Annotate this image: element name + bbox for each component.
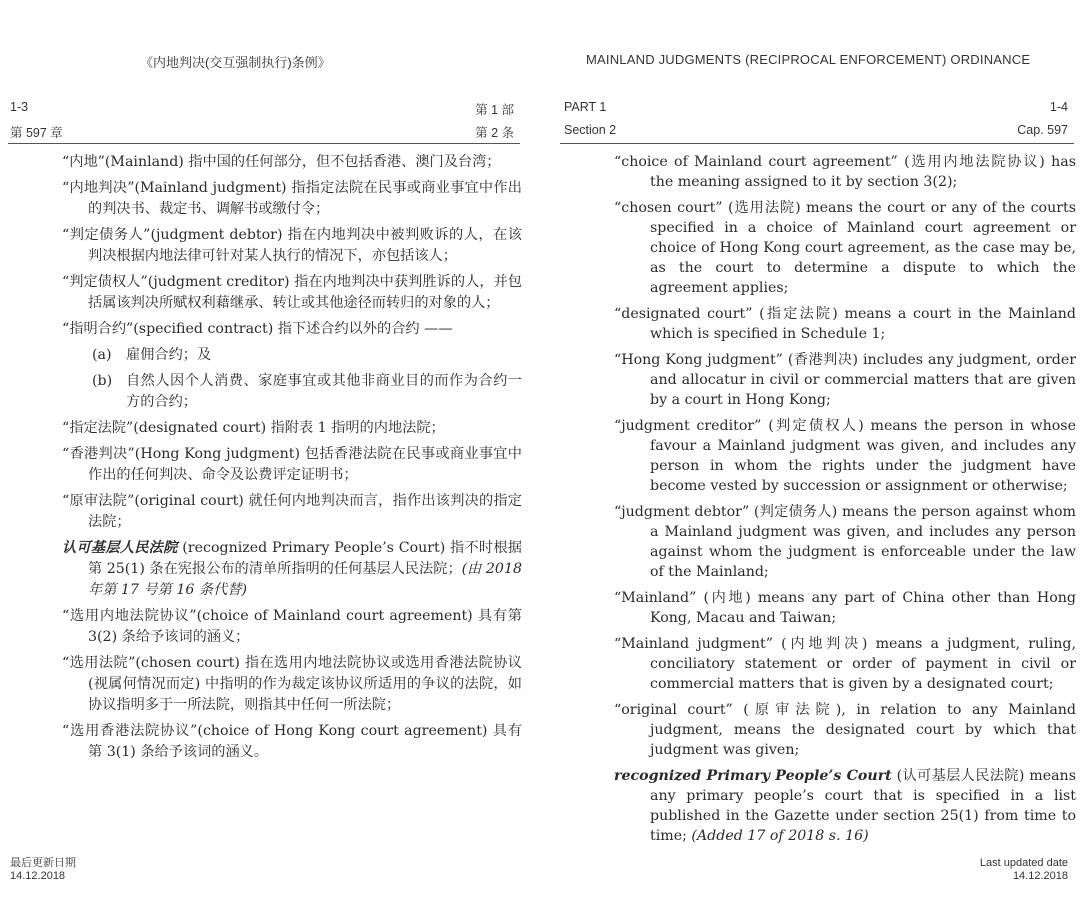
header-rule	[8, 143, 520, 144]
sub-item	[92, 345, 522, 366]
definition-entry: “choice of Mainland court agreement” (选用内地法院协议) has the meaning assigned to it by section 3(2);	[614, 154, 1076, 190]
page-number: 1-3	[10, 100, 29, 114]
sub-item-text: 自然人因个人消费、家庭事宜或其他非商业目的而作为合约一方的合约；	[126, 373, 522, 410]
right-page-english	[552, 0, 1080, 907]
definition-entry: “原审法院”(original court) 就任何内地判决而言，指作出该判决的指定法院；	[62, 493, 522, 530]
chapter-label: 第 597 章	[10, 126, 63, 140]
sub-item-label: (a)	[92, 347, 112, 363]
definitions-body	[614, 152, 1076, 852]
footer-date: 14.12.2018	[10, 870, 66, 882]
part-label: 第 1 部	[475, 103, 514, 117]
last-updated-footer	[10, 857, 76, 883]
defined-term: recognized Primary People’s Court	[614, 768, 892, 784]
definition-entry: “original court” (原审法院), in relation to any Mainland judgment, means the designated court by which that judgment was given;	[614, 702, 1076, 758]
definition-entry: “选用法院”(chosen court) 指在选用内地法院协议或选用香港法院协议 (视属何情况而定) 中指明的作为裁定该协议所适用的争议的法院，如协议指明多于一所法院，则指其中任何一所法院；	[62, 655, 522, 713]
definition-text: (recognized Primary People’s Court) 指不时根据第 25(1) 条在宪报公布的清单所指明的任何基层人民法院；	[88, 540, 522, 577]
section-label: Section 2	[564, 123, 617, 137]
left-page-chinese	[0, 0, 528, 907]
definition-entry: “Hong Kong judgment” (香港判决) includes any judgment, order and allocatur in civil or commercial matters that are given by a court in Hong Kong;	[614, 352, 1076, 408]
amendment-note: (由 2018 年第 17 号第 16 条代替)	[88, 561, 522, 598]
definition-entry-recognized	[62, 538, 522, 601]
header-rule	[560, 143, 1074, 144]
chapter-label: Cap. 597	[1017, 123, 1068, 137]
page-number: 1-4	[1049, 100, 1068, 114]
definition-entry: “chosen court” (选用法院) means the court or any of the courts specified in a choice of Mainland court agreement or choice of Hong Kong court agreement, as the case may be, as the court to determine a dispute to which the agreement applies;	[614, 200, 1076, 296]
definition-entry: “Mainland” (内地) means any part of China other than Hong Kong, Macau and Taiwan;	[614, 590, 1076, 626]
sub-item-label: (b)	[92, 373, 113, 389]
running-head: MAINLAND JUDGMENTS (RECIPROCAL ENFORCEMENT) ORDINANCE	[586, 52, 1031, 67]
definition-entry: “Mainland judgment” (内地判决) means a judgment, ruling, conciliatory statement or order of payment in civil or commercial matters that is given by a designated court;	[614, 636, 1076, 692]
definition-entry: “指明合约”(specified contract) 指下述合约以外的合约 ——	[62, 321, 453, 337]
definition-entry: “判定债务人”(judgment debtor) 指在内地判决中被判败诉的人，在该判决根据内地法律可针对某人执行的情况下，亦包括该人；	[62, 227, 522, 264]
section-label: 第 2 条	[475, 126, 514, 140]
definition-entry: “判定债权人”(judgment creditor) 指在内地判决中获判胜诉的人，并包括属该判决所赋权利藉继承、转让或其他途径而转归的对象的人；	[62, 274, 522, 311]
footer-label: 最后更新日期	[10, 857, 76, 869]
definition-entry: “内地”(Mainland) 指中国的任何部分，但不包括香港、澳门及台湾；	[62, 154, 501, 170]
running-head: 《内地判决(交互强制执行)条例》	[140, 55, 331, 70]
definition-entry: “选用内地法院协议”(choice of Mainland court agreement) 具有第 3(2) 条给予该词的涵义；	[62, 608, 522, 645]
definition-entry: “designated court” (指定法院) means a court in the Mainland which is specified in Schedule 1;	[614, 306, 1076, 342]
footer-label: Last updated date	[979, 857, 1068, 869]
sub-item-text: 雇佣合约；及	[126, 347, 212, 363]
last-updated-footer	[980, 857, 1068, 883]
definition-entry-recognized	[614, 766, 1076, 846]
definition-entry: “选用香港法院协议”(choice of Hong Kong court agreement) 具有第 3(1) 条给予该词的涵义。	[62, 723, 522, 760]
definition-entry: “judgment creditor” (判定债权人) means the person in whose favour a Mainland judgment was given, and includes any person in whom the rights under the judgment have become vested by succession or assignment or otherwise;	[614, 418, 1076, 494]
part-label: PART 1	[564, 100, 607, 114]
definitions-body	[62, 152, 522, 768]
footer-date: 14.12.2018	[1012, 870, 1068, 882]
sub-item	[92, 371, 522, 413]
amendment-note: (Added 17 of 2018 s. 16)	[691, 828, 869, 844]
definition-entry: “香港判决”(Hong Kong judgment) 包括香港法院在民事或商业事宜中作出的任何判决、命令及讼费评定证明书；	[62, 446, 522, 483]
definition-entry: “内地判决”(Mainland judgment) 指指定法院在民事或商业事宜中作出的判决书、裁定书、调解书或缴付令；	[62, 180, 522, 217]
definition-entry: “judgment debtor” (判定债务人) means the person against whom a Mainland judgment was given, and includes any person against whom the judgment is enforceable under the law of the Mainland;	[614, 504, 1076, 580]
definition-entry: “指定法院”(designated court) 指附表 1 指明的内地法院；	[62, 420, 445, 436]
defined-term: 认可基层人民法院	[62, 540, 178, 556]
definition-text: (认可基层人民法院) means any primary people’s court that is specified in a list published in the Gazette under section 25(1) from time to time;	[650, 768, 1076, 844]
